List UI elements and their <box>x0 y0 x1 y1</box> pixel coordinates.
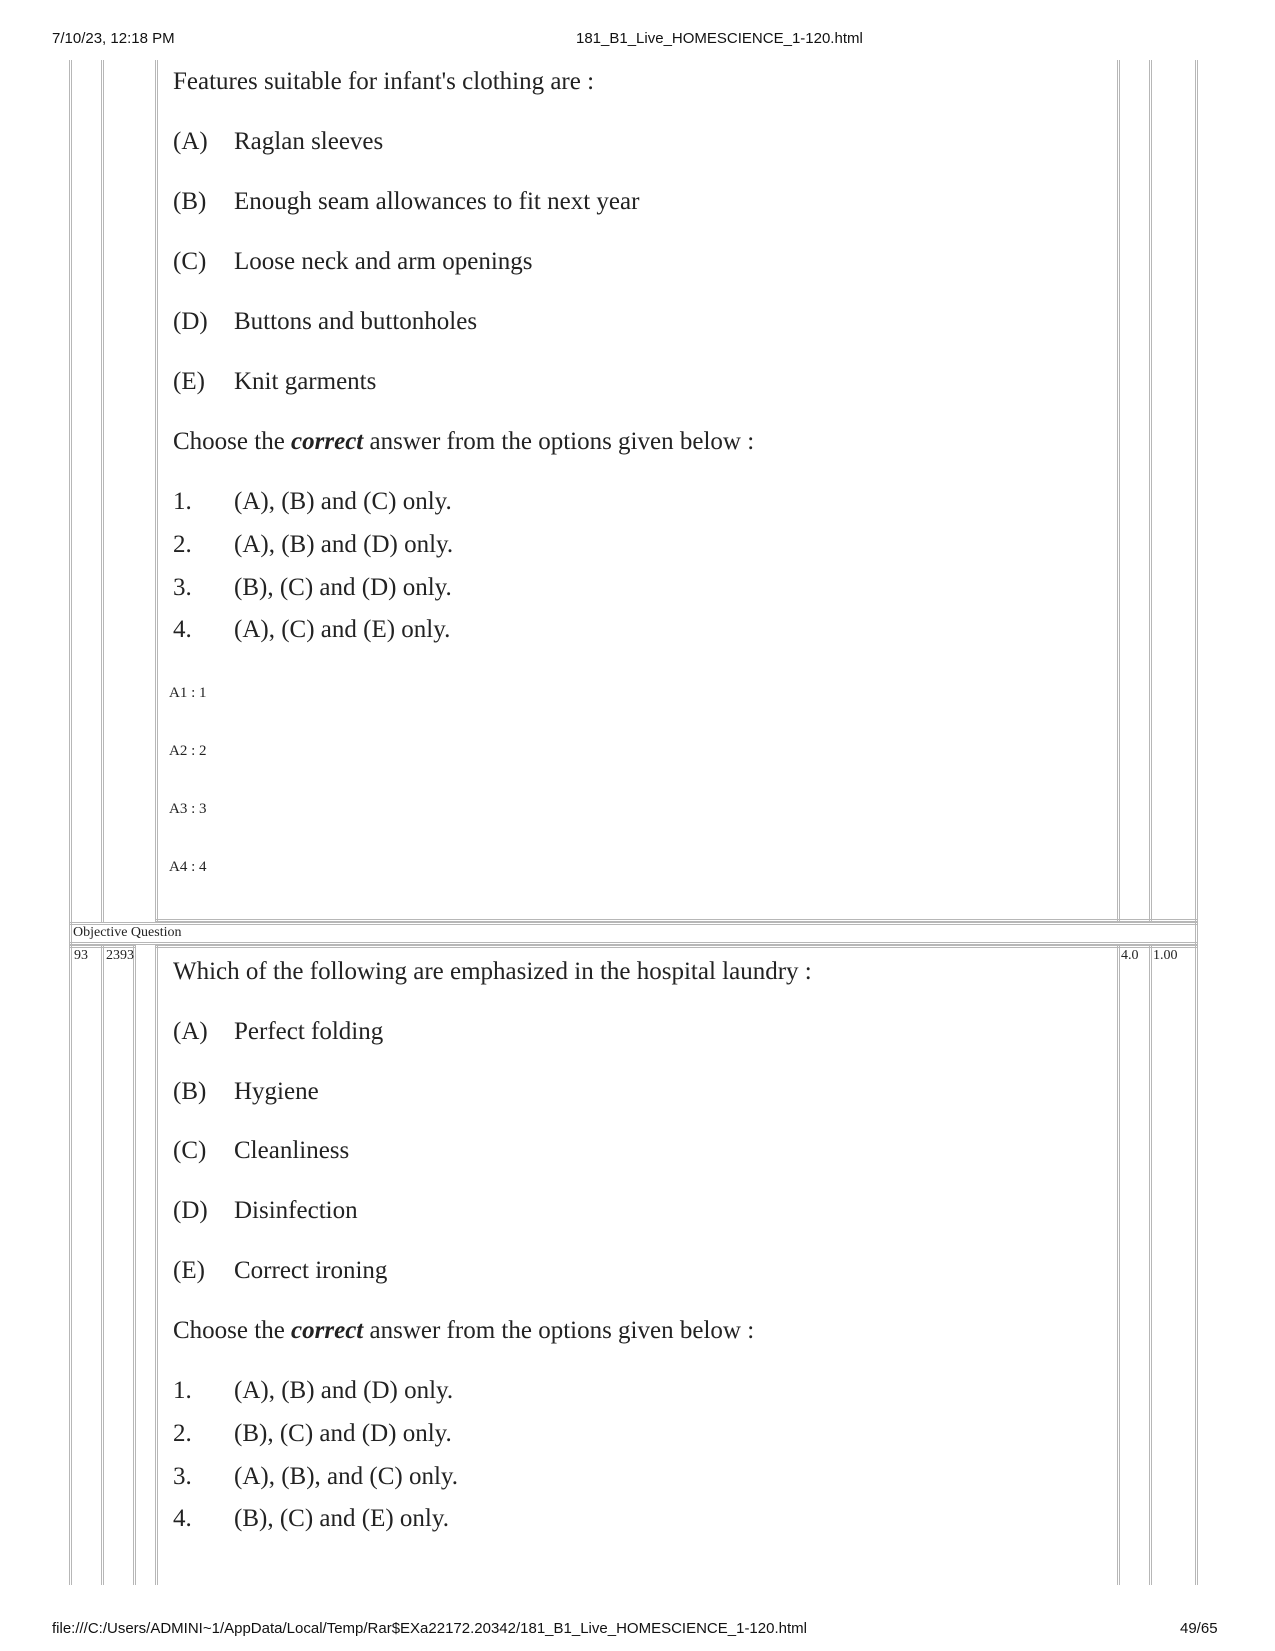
negative-marks: 1.00 <box>1153 948 1178 963</box>
answer-key: A2 : 2 <box>169 743 207 759</box>
answer-key: A4 : 4 <box>169 859 207 875</box>
answer-key: A1 : 1 <box>169 685 207 701</box>
document-title: 181_B1_Live_HOMESCIENCE_1-120.html <box>576 30 863 47</box>
print-datetime: 7/10/23, 12:18 PM <box>52 30 175 47</box>
question-id: 2393 <box>106 948 134 963</box>
question-marks: 4.0 <box>1121 948 1139 963</box>
answer-key: A3 : 3 <box>169 801 207 817</box>
page-number: 49/65 <box>1180 1620 1218 1637</box>
question-serial: 93 <box>74 948 88 963</box>
section-label: Objective Question <box>73 925 182 940</box>
question-text: Which of the following are emphasized in the hospital laundry : <box>173 958 812 985</box>
file-path: file:///C:/Users/ADMINI~1/AppData/Local/Temp/Rar$EXa22172.20342/181_B1_Live_HOMESCIENCE_1-120.html <box>52 1620 807 1637</box>
question-text: Features suitable for infant's clothing are : <box>173 68 595 95</box>
